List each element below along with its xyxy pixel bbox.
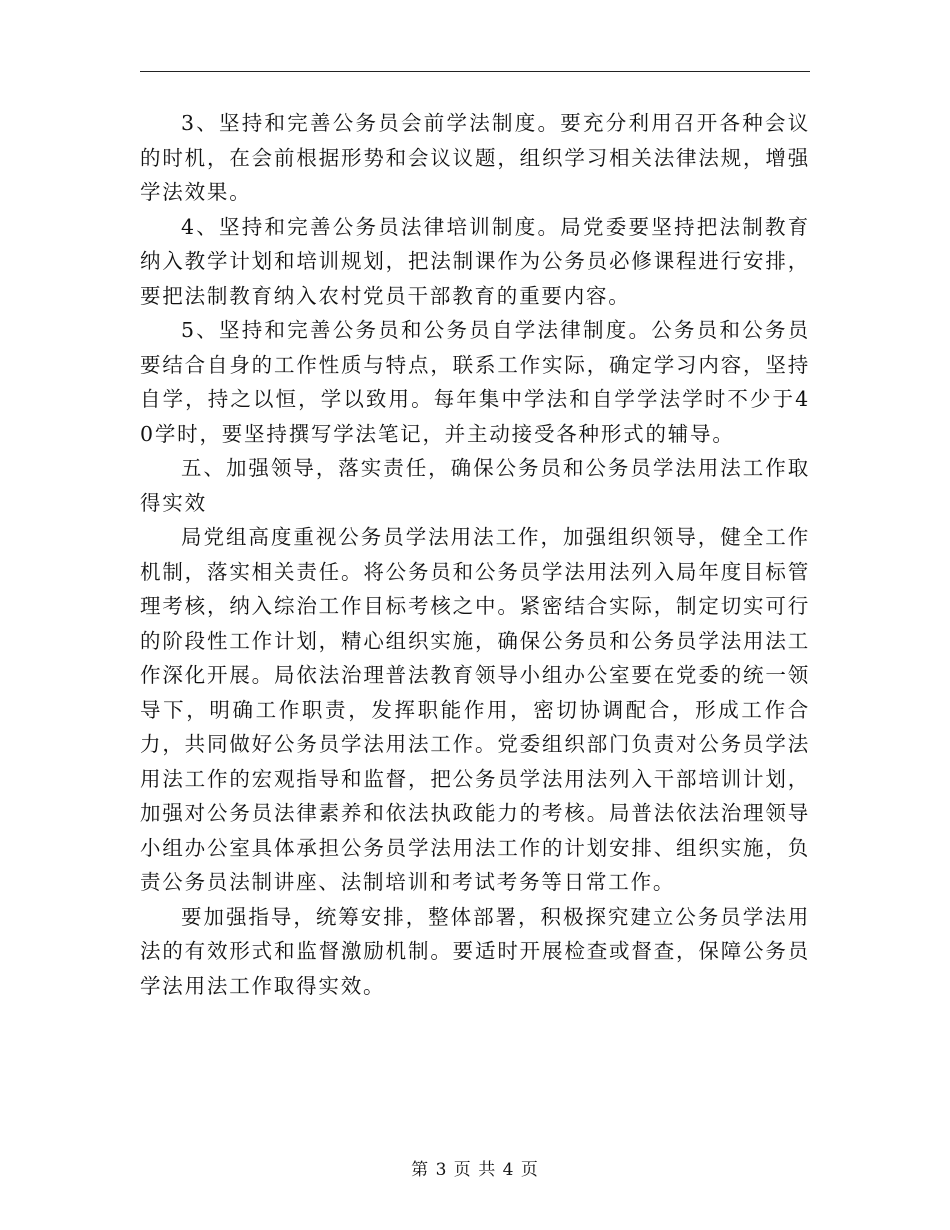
page-footer (0, 1158, 950, 1182)
page-number: 第 3 页 共 4 页 (411, 1160, 539, 1180)
section-heading-5: 五、加强领导，落实责任，确保公务员和公务员学法用法工作取得实效 (140, 456, 810, 515)
paragraph-leadership: 局党组高度重视公务员学法用法工作，加强组织领导，健全工作机制，落实相关责任。将公务员和公务员学法用法列入局年度目标管理考核，纳入综治工作目标考核之中。紧密结合实际，制定切实可行的阶段性工作计划，精心组织实施，确保公务员和公务员学法用法工作深化开展。局依法治理普法教育领导小组办公室要在党委的统一领导下，明确工作职责，发挥职能作用，密切协调配合，形成工作合力，共同做好公务员学法用法工作。党委组织部门负责对公务员学法用法工作的宏观指导和监督，把公务员学法用法列入干部培训计划，加强对公务员法律素养和依法执政能力的考核。局普法依法治理领导小组办公室具体承担公务员学法用法工作的计划安排、组织实施，负责公务员法制讲座、法制培训和考试考务等日常工作。 (140, 525, 810, 894)
paragraph-item-3: 3、坚持和完善公务员会前学法制度。要充分利用召开各种会议的时机，在会前根据形势和会议议题，组织学习相关法律法规，增强学法效果。 (140, 111, 810, 204)
paragraph-item-5: 5、坚持和完善公务员和公务员自学法律制度。公务员和公务员要结合自身的工作性质与特点，联系工作实际，确定学习内容，坚持自学，持之以恒，学以致用。每年集中学法和自学学法学时不少于40学时，要坚持撰写学法笔记，并主动接受各种形式的辅导。 (140, 318, 810, 446)
document-body (140, 106, 810, 1003)
paragraph-guidance: 要加强指导，统筹安排，整体部署，积极探究建立公务员学法用法的有效形式和监督激励机制。要适时开展检查或督查，保障公务员学法用法工作取得实效。 (140, 904, 810, 998)
header-rule (140, 71, 810, 72)
paragraph-item-4: 4、坚持和完善公务员法律培训制度。局党委要坚持把法制教育纳入教学计划和培训规划，把法制课作为公务员必修课程进行安排，要把法制教育纳入农村党员干部教育的重要内容。 (140, 214, 810, 308)
